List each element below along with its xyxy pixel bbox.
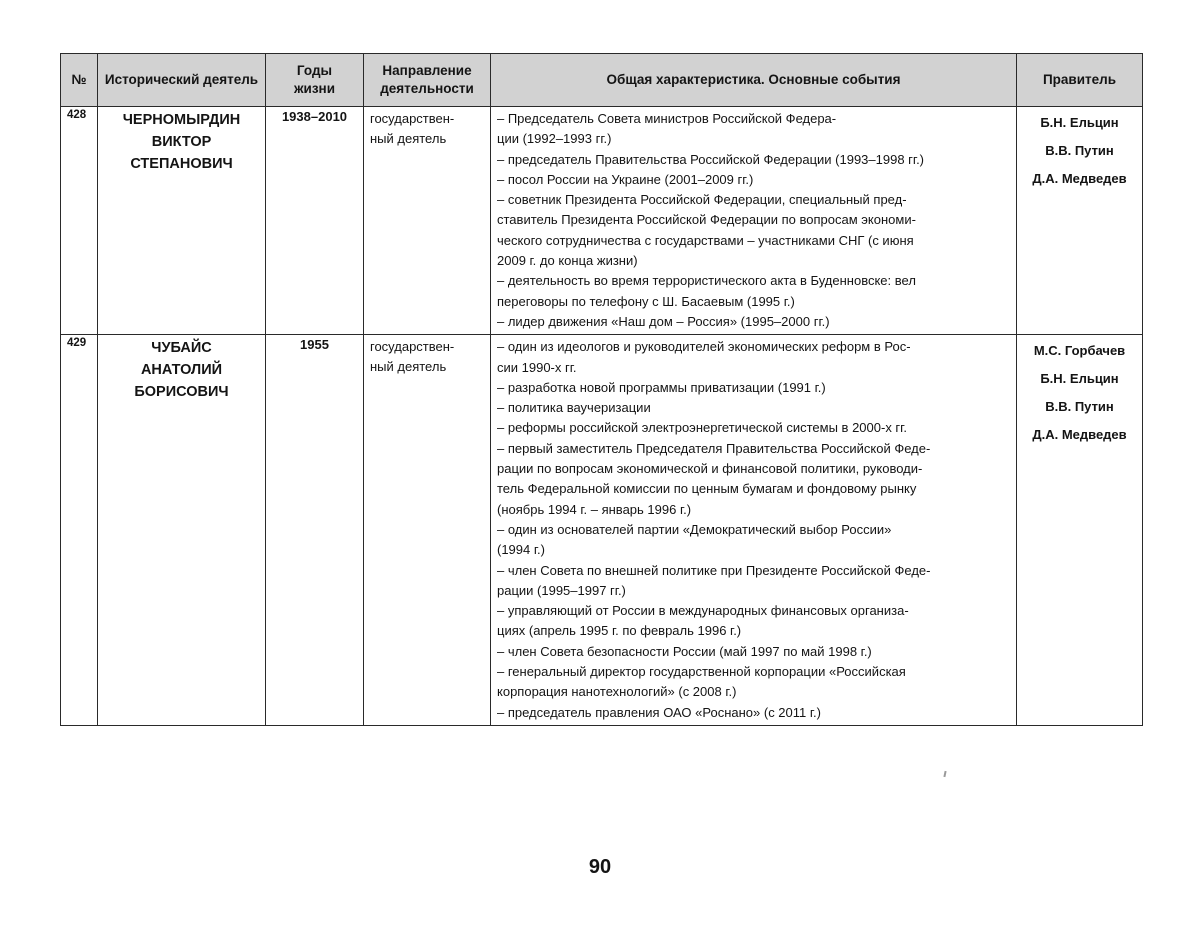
event-line: сии 1990-х гг. xyxy=(497,358,1010,378)
header-events: Общая характеристика. Основные события xyxy=(491,54,1017,107)
life-years: 1938–2010 xyxy=(266,107,364,335)
rulers-list xyxy=(1017,335,1143,726)
event-line: – первый заместитель Председателя Правительства Российской Феде- xyxy=(497,439,1010,459)
event-line: – председатель правления ОАО «Роснано» (с 2011 г.) xyxy=(497,703,1010,723)
ruler-name: В.В. Путин xyxy=(1023,137,1136,165)
person-name-line: ЧЕРНОМЫРДИН xyxy=(123,112,241,128)
header-years xyxy=(266,54,364,107)
header-field-line2: деятельности xyxy=(380,81,474,96)
scan-speck xyxy=(943,771,946,777)
table-row xyxy=(61,107,1143,335)
event-line: рации по вопросам экономической и финансовой политики, руководи- xyxy=(497,459,1010,479)
ruler-name: Д.А. Медведев xyxy=(1023,165,1136,193)
table-row xyxy=(61,335,1143,726)
person-name-line: СТЕПАНОВИЧ xyxy=(130,156,232,172)
header-field xyxy=(364,54,491,107)
event-line: ставитель Президента Российской Федерации по вопросам экономи- xyxy=(497,210,1010,230)
event-line: тель Федеральной комиссии по ценным бумагам и фондовому рынку xyxy=(497,479,1010,499)
event-line: – советник Президента Российской Федерации, специальный пред- xyxy=(497,190,1010,210)
event-line: ческого сотрудничества с государствами – участниками СНГ (с июня xyxy=(497,231,1010,251)
event-line: – разработка новой программы приватизации (1991 г.) xyxy=(497,378,1010,398)
ruler-name: Б.Н. Ельцин xyxy=(1023,365,1136,393)
ruler-name: Д.А. Медведев xyxy=(1023,421,1136,449)
event-line: – один из идеологов и руководителей экономических реформ в Рос- xyxy=(497,337,1010,357)
activity-field-line: государствен- xyxy=(370,111,454,126)
life-years: 1955 xyxy=(266,335,364,726)
activity-field-line: государствен- xyxy=(370,339,454,354)
header-field-line1: Направление xyxy=(382,63,471,78)
header-ruler: Правитель xyxy=(1017,54,1143,107)
header-years-line2: жизни xyxy=(294,81,335,96)
event-line: – Председатель Совета министров Российской Федера- xyxy=(497,109,1010,129)
events-description xyxy=(491,107,1017,335)
row-number: 428 xyxy=(61,107,98,335)
event-line: – один из основателей партии «Демократический выбор России» xyxy=(497,520,1010,540)
activity-field xyxy=(364,107,491,335)
event-line: – председатель Правительства Российской Федерации (1993–1998 гг.) xyxy=(497,150,1010,170)
table-header-row xyxy=(61,54,1143,107)
person-name-line: БОРИСОВИЧ xyxy=(134,384,228,400)
event-line: корпорация нанотехнологий» (с 2008 г.) xyxy=(497,682,1010,702)
event-line: – член Совета безопасности России (май 1997 по май 1998 г.) xyxy=(497,642,1010,662)
activity-field-line: ный деятель xyxy=(370,131,446,146)
event-line: – член Совета по внешней политике при Президенте Российской Феде- xyxy=(497,561,1010,581)
event-line: рации (1995–1997 гг.) xyxy=(497,581,1010,601)
header-number: № xyxy=(61,54,98,107)
event-line: – реформы российской электроэнергетической системы в 2000-х гг. xyxy=(497,418,1010,438)
historical-figures-table xyxy=(60,53,1143,726)
event-line: (1994 г.) xyxy=(497,540,1010,560)
event-line: – деятельность во время террористического акта в Буденновске: вел xyxy=(497,271,1010,291)
rulers-list xyxy=(1017,107,1143,335)
event-line: – генеральный директор государственной корпорации «Российская xyxy=(497,662,1010,682)
event-line: ции (1992–1993 гг.) xyxy=(497,129,1010,149)
event-line: – политика ваучеризации xyxy=(497,398,1010,418)
header-years-line1: Годы xyxy=(297,63,332,78)
page-number: 90 xyxy=(0,856,1200,879)
event-line: – управляющий от России в международных финансовых организа- xyxy=(497,601,1010,621)
event-line: переговоры по телефону с Ш. Басаевым (1995 г.) xyxy=(497,292,1010,312)
person-name-line: ВИКТОР xyxy=(152,134,212,150)
event-line: – лидер движения «Наш дом – Россия» (1995–2000 гг.) xyxy=(497,312,1010,332)
header-person: Исторический деятель xyxy=(98,54,266,107)
event-line: циях (апрель 1995 г. по февраль 1996 г.) xyxy=(497,621,1010,641)
ruler-name: Б.Н. Ельцин xyxy=(1023,109,1136,137)
event-line: (ноябрь 1994 г. – январь 1996 г.) xyxy=(497,500,1010,520)
reference-table-sheet xyxy=(60,53,1142,726)
ruler-name: В.В. Путин xyxy=(1023,393,1136,421)
event-line: – посол России на Украине (2001–2009 гг.) xyxy=(497,170,1010,190)
activity-field-line: ный деятель xyxy=(370,359,446,374)
ruler-name: М.С. Горбачев xyxy=(1023,337,1136,365)
activity-field xyxy=(364,335,491,726)
event-line: 2009 г. до конца жизни) xyxy=(497,251,1010,271)
person-name xyxy=(98,335,266,726)
person-name-line: АНАТОЛИЙ xyxy=(141,362,222,378)
person-name-line: ЧУБАЙС xyxy=(151,340,211,356)
person-name xyxy=(98,107,266,335)
row-number: 429 xyxy=(61,335,98,726)
events-description xyxy=(491,335,1017,726)
